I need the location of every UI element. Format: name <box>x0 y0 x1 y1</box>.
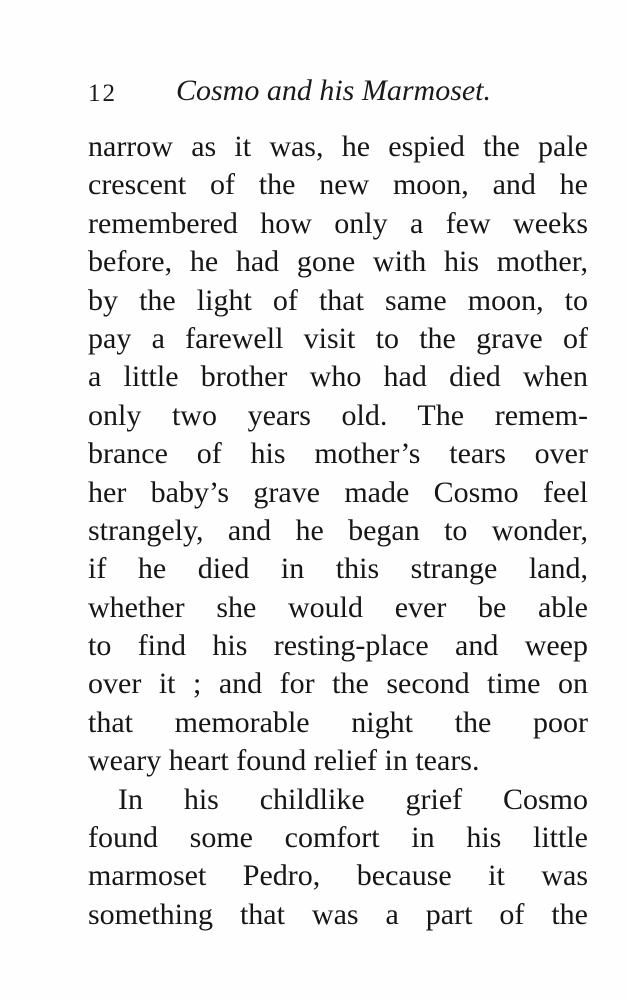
text-line: brance of his mother’s tears over <box>88 437 588 471</box>
text-line: if he died in this strange land, <box>88 552 588 586</box>
text-line: found some comfort in his little <box>88 821 588 855</box>
running-header <box>88 74 588 114</box>
text-line: over it ; and for the second time on <box>88 667 588 701</box>
text-line: something that was a part of the <box>88 897 588 931</box>
body-text <box>88 128 588 934</box>
running-title: Cosmo and his Marmoset. <box>176 74 492 107</box>
text-line: strangely, and he began to wonder, <box>88 513 588 547</box>
paragraph-first-line: In his childlike grief Cosmo <box>118 782 588 816</box>
text-line: pay a farewell visit to the grave of <box>88 321 588 355</box>
text-line: that memorable night the poor <box>88 705 588 739</box>
text-line: only two years old. The remem- <box>88 398 588 432</box>
text-line: remembered how only a few weeks <box>88 206 588 240</box>
text-line: marmoset Pedro, because it was <box>88 859 588 893</box>
text-line: before, he had gone with his mother, <box>88 245 588 279</box>
text-line: narrow as it was, he espied the pale <box>88 130 588 163</box>
text-line: by the light of that same moon, to <box>88 283 588 317</box>
text-line: to find his resting-place and weep <box>88 629 588 663</box>
text-line: a little brother who had died when <box>88 360 588 394</box>
text-line: her baby’s grave made Cosmo feel <box>88 475 588 509</box>
text-line: whether she would ever be able <box>88 590 588 624</box>
text-line: weary heart found relief in tears. <box>88 744 480 778</box>
page-number: 12 <box>88 80 117 107</box>
text-line: crescent of the new moon, and he <box>88 168 588 202</box>
